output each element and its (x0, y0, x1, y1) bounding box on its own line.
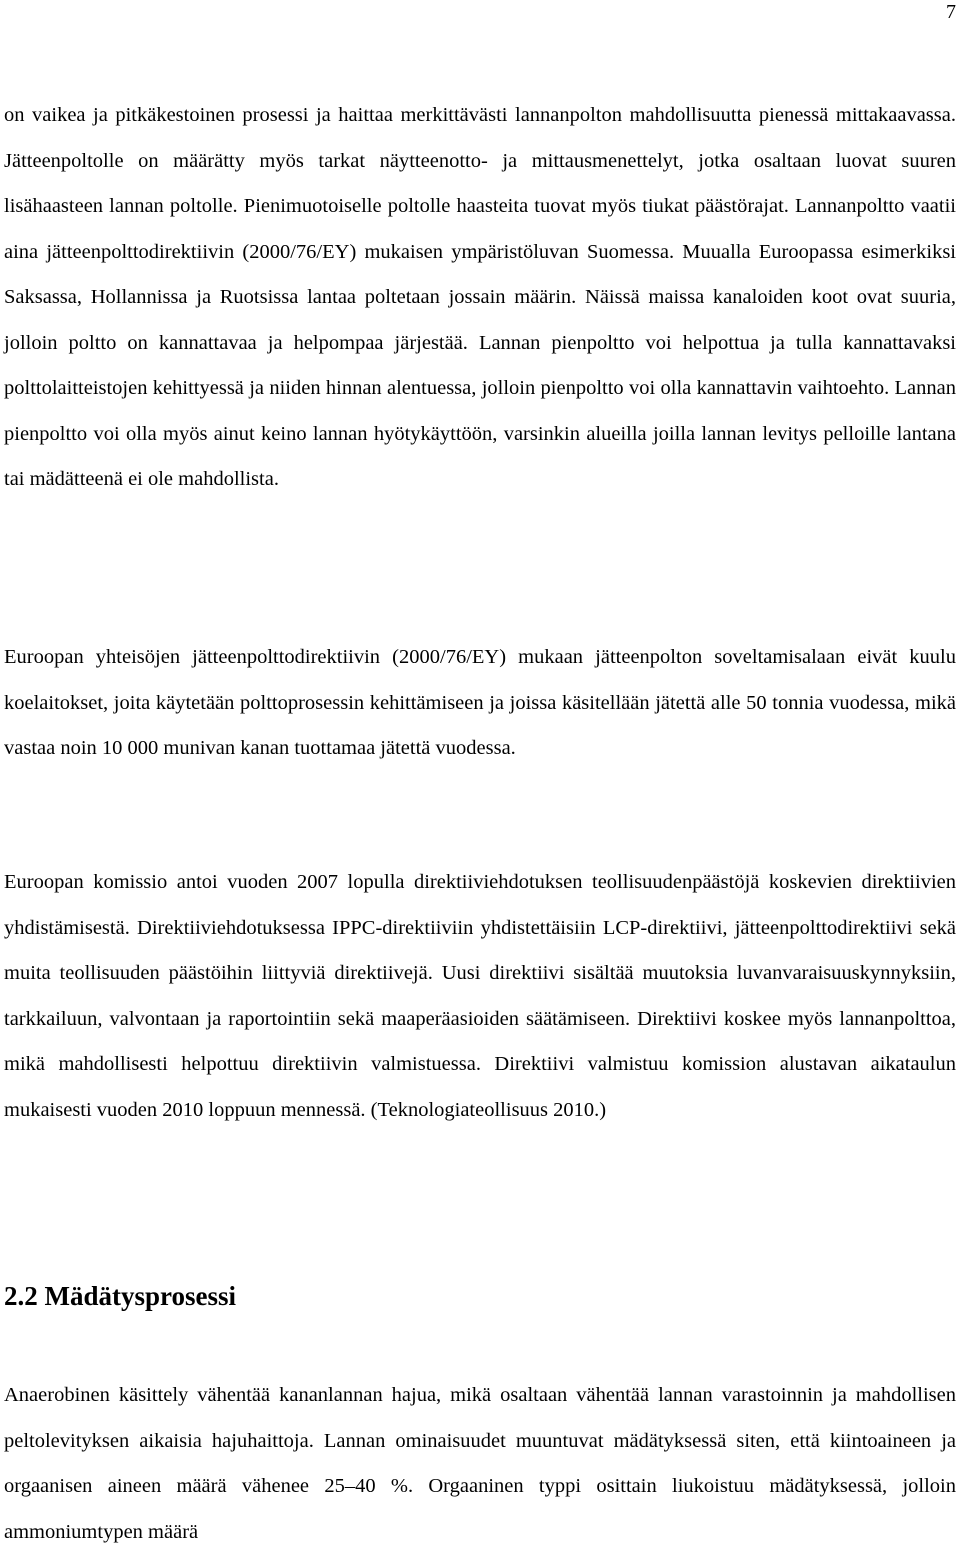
section-heading: 2.2 Mädätysprosessi (4, 1281, 237, 1311)
body-paragraph: Euroopan komissio antoi vuoden 2007 lopulla direktiiviehdotuksen teollisuudenpäästöjä koskevien direktiivien yhdistämisestä. Direktiiviehdotuksessa IPPC-direktiiviin yhdistettäisiin LCP-direktiivi, jätteenpolttodirektiivi sekä muita teollisuuden päästöihin liittyviä direktiivejä. Uusi direktiivi sisältää muutoksia luvanvaraisuuskynnyksiin, tarkkailuun, valvontaan ja raportointiin sekä maaperäasioiden säätämiseen. Direktiivi koskee myös lannanpolttoa, mikä mahdollisesti helpottuu direktiivin valmistuessa. Direktiivi valmistuu komission alustavan aikataulun mukaisesti vuoden 2010 loppuun mennessä. (Teknologiateollisuus 2010.) (4, 871, 956, 1121)
page-number: 7 (946, 1, 956, 23)
body-paragraph: on vaikea ja pitkäkestoinen prosessi ja haittaa merkittävästi lannanpolton mahdollisuutta pienessä mittakaavassa. Jätteenpoltolle on määrätty myös tarkat näytteenotto- ja mittausmenettelyt, jotka osaltaan luovat suuren lisähaasteen lannan poltolle. Pienimuotoiselle poltolle haasteita tuovat myös tiukat päästörajat. Lannanpoltto vaatii aina jätteenpolttodirektiivin (2000/76/EY) mukaisen ympäristöluvan Suomessa. Muualla Euroopassa esimerkiksi Saksassa, Hollannissa ja Ruotsissa lantaa poltetaan jossain määrin. Näissä maissa kanaloiden koot ovat suuria, jolloin poltto on kannattavaa ja helpompaa järjestää. Lannan pienpoltto voi helpottua ja tulla kannattavaksi polttolaitteistojen kehittyessä ja niiden hinnan alentuessa, jolloin pienpoltto voi olla kannattavin vaihtoehto. Lannan pienpoltto voi olla myös ainut keino lannan hyötykäyttöön, varsinkin alueilla joilla lannan levitys pelloille lantana tai mädätteenä ei ole mahdollista. (4, 104, 956, 490)
body-paragraph: Euroopan yhteisöjen jätteenpolttodirektiivin (2000/76/EY) mukaan jätteenpolton soveltamisalaan eivät kuulu koelaitokset, joita käytetään polttoprosessin kehittämiseen ja joissa käsitellään jätettä alle 50 tonnia vuodessa, mikä vastaa noin 10 000 munivan kanan tuottamaa jätettä vuodessa. (4, 646, 956, 759)
body-paragraph: Anaerobinen käsittely vähentää kananlannan hajua, mikä osaltaan vähentää lannan varastoinnin ja mahdollisen peltolevityksen aikaisia hajuhaittoja. Lannan ominaisuudet muuntuvat mädätyksessä siten, että kiintoaineen ja orgaanisen aineen määrä vähenee 25–40 %. Orgaaninen typpi osittain liukoistuu mädätyksessä, jolloin ammoniumtypen määrä (4, 1384, 956, 1543)
